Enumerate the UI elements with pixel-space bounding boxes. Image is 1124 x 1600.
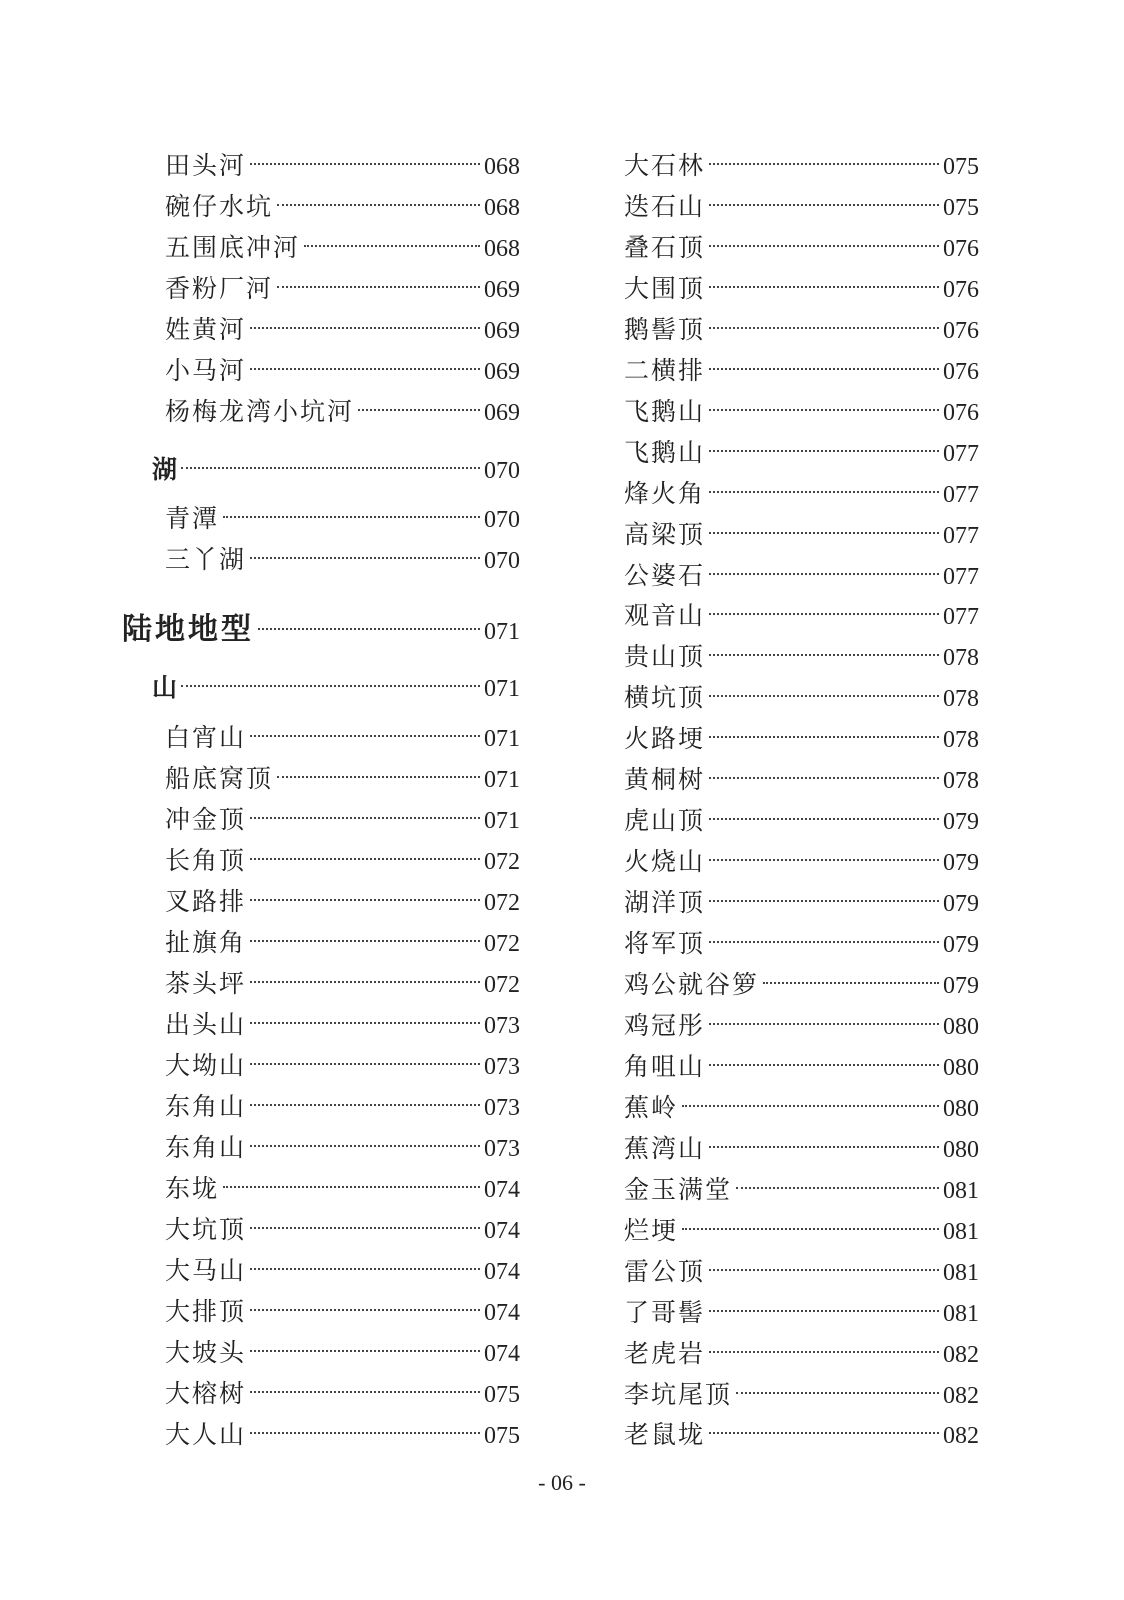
toc-entry-title: 大人山 [165, 1420, 247, 1449]
toc-entry-page: 072 [484, 931, 520, 957]
toc-entry-page: 073 [484, 1136, 520, 1162]
toc-entry[interactable] [165, 1253, 520, 1289]
toc-entry-title: 老虎岩 [624, 1339, 706, 1368]
dot-leader [709, 286, 939, 288]
dot-leader [709, 163, 939, 165]
dot-leader [709, 245, 939, 247]
toc-entry[interactable] [624, 639, 979, 675]
toc-entry-title: 湖洋顶 [624, 888, 706, 917]
toc-entry-title: 黄桐树 [624, 765, 706, 794]
dot-leader [709, 1146, 939, 1148]
toc-entry[interactable] [624, 394, 979, 430]
toc-entry[interactable] [624, 1295, 979, 1331]
toc-entry-title: 东角山 [165, 1133, 247, 1162]
toc-entry-title: 大榕树 [165, 1379, 247, 1408]
toc-entry-page: 072 [484, 972, 520, 998]
toc-entry-title: 横坑顶 [624, 683, 706, 712]
toc-entry-page: 068 [484, 236, 520, 262]
toc-entry-page: 075 [484, 1382, 520, 1408]
toc-entry-page: 073 [484, 1095, 520, 1121]
dot-leader [223, 516, 480, 518]
toc-entry[interactable] [624, 967, 979, 1003]
toc-entry[interactable] [624, 1049, 979, 1085]
toc-entry-title: 青潭 [165, 504, 220, 533]
dot-leader [709, 859, 939, 861]
toc-entry-page: 077 [943, 564, 979, 590]
toc-entry-title: 迭石山 [624, 192, 706, 221]
toc-entry-page: 073 [484, 1054, 520, 1080]
dot-leader [709, 613, 939, 615]
toc-entry-page: 076 [943, 236, 979, 262]
toc-entry[interactable] [624, 476, 979, 512]
toc-entry-title: 茶头坪 [165, 969, 247, 998]
toc-entry-page: 069 [484, 359, 520, 385]
toc-entry[interactable] [624, 1008, 979, 1044]
toc-section[interactable] [122, 612, 520, 648]
dot-leader [709, 1432, 939, 1434]
toc-entry-title: 扯旗角 [165, 928, 247, 957]
toc-entry[interactable] [165, 1089, 520, 1125]
toc-entry[interactable] [165, 1335, 520, 1371]
toc-entry-title: 贵山顶 [624, 642, 706, 671]
dot-leader [736, 1187, 939, 1189]
toc-entry-page: 076 [943, 318, 979, 344]
toc-entry-title: 火烧山 [624, 847, 706, 876]
toc-entry-page: 071 [484, 619, 520, 645]
toc-entry-title: 雷公顶 [624, 1257, 706, 1286]
toc-entry-title: 鸡公就谷箩 [624, 970, 760, 999]
dot-leader [250, 1268, 480, 1270]
toc-entry-title: 大围顶 [624, 274, 706, 303]
toc-entry-page: 078 [943, 768, 979, 794]
dot-leader [709, 368, 939, 370]
dot-leader [709, 532, 939, 534]
toc-entry[interactable] [165, 271, 520, 307]
toc-entry[interactable] [165, 1130, 520, 1166]
toc-entry-page: 079 [943, 850, 979, 876]
dot-leader [709, 491, 939, 493]
dot-leader [181, 685, 480, 687]
toc-entry-page: 073 [484, 1013, 520, 1039]
toc-entry-page: 080 [943, 1137, 979, 1163]
toc-entry-title: 出头山 [165, 1010, 247, 1039]
toc-entry-title: 飞鹅山 [624, 397, 706, 426]
toc-entry-title: 飞鹅山 [624, 438, 706, 467]
toc-entry-title: 香粉厂河 [165, 274, 274, 303]
dot-leader [250, 1145, 480, 1147]
dot-leader [304, 245, 480, 247]
dot-leader [709, 1023, 939, 1025]
dot-leader [250, 858, 480, 860]
toc-entry-page: 081 [943, 1178, 979, 1204]
dot-leader [358, 409, 480, 411]
toc-subsection[interactable] [152, 452, 520, 488]
toc-entry-page: 076 [943, 400, 979, 426]
toc-entry-page: 071 [484, 676, 520, 702]
toc-entry[interactable] [165, 1417, 520, 1453]
dot-leader [277, 286, 480, 288]
toc-entry[interactable] [165, 884, 520, 920]
toc-entry-title: 老鼠垅 [624, 1420, 706, 1449]
toc-entry-page: 075 [943, 154, 979, 180]
toc-entry-page: 077 [943, 604, 979, 630]
dot-leader [250, 557, 480, 559]
toc-entry-page: 077 [943, 441, 979, 467]
toc-entry-page: 080 [943, 1055, 979, 1081]
toc-entry[interactable] [624, 558, 979, 594]
toc-entry-title: 白宵山 [165, 723, 247, 752]
toc-entry-title: 小马河 [165, 356, 247, 385]
dot-leader [250, 1391, 480, 1393]
toc-entry-page: 068 [484, 195, 520, 221]
toc-entry[interactable] [165, 1212, 520, 1248]
toc-entry-title: 角咀山 [624, 1052, 706, 1081]
toc-entry-page: 078 [943, 686, 979, 712]
toc-entry-page: 080 [943, 1014, 979, 1040]
toc-entry-title: 东垅 [165, 1174, 220, 1203]
dot-leader [250, 981, 480, 983]
dot-leader [250, 1350, 480, 1352]
toc-entry[interactable] [165, 189, 520, 225]
dot-leader [223, 1186, 480, 1188]
toc-entry-page: 072 [484, 890, 520, 916]
dot-leader [763, 982, 939, 984]
toc-entry[interactable] [624, 1090, 979, 1126]
toc-entry[interactable] [624, 148, 979, 184]
toc-entry[interactable] [165, 925, 520, 961]
toc-entry-title: 冲金顶 [165, 805, 247, 834]
toc-entry-title: 陆地地型 [122, 612, 254, 647]
toc-entry[interactable] [624, 353, 979, 389]
toc-entry[interactable] [624, 1377, 979, 1413]
toc-entry-title: 碗仔水坑 [165, 192, 274, 221]
toc-entry[interactable] [624, 598, 979, 634]
dot-leader [709, 695, 939, 697]
toc-entry-title: 鸡冠彤 [624, 1011, 706, 1040]
toc-entry[interactable] [165, 148, 520, 184]
toc-entry[interactable] [624, 189, 979, 225]
dot-leader [709, 1310, 939, 1312]
toc-entry-title: 金玉满堂 [624, 1175, 733, 1204]
toc-entry[interactable] [165, 802, 520, 838]
dot-leader [250, 817, 480, 819]
dot-leader [709, 1269, 939, 1271]
toc-entry[interactable] [165, 394, 520, 430]
toc-entry-title: 船底窝顶 [165, 764, 274, 793]
toc-entry[interactable] [165, 843, 520, 879]
dot-leader [736, 1392, 939, 1394]
toc-entry-title: 山 [152, 673, 178, 702]
toc-entry-title: 蕉湾山 [624, 1134, 706, 1163]
toc-entry-page: 071 [484, 767, 520, 793]
toc-entry-title: 虎山顶 [624, 806, 706, 835]
toc-entry-page: 069 [484, 400, 520, 426]
dot-leader [709, 900, 939, 902]
toc-entry-page: 074 [484, 1341, 520, 1367]
toc-entry-title: 大坑顶 [165, 1215, 247, 1244]
dot-leader [250, 735, 480, 737]
dot-leader [277, 776, 480, 778]
toc-entry-title: 叠石顶 [624, 233, 706, 262]
toc-entry-title: 了哥髻 [624, 1298, 706, 1327]
toc-entry-title: 烽火角 [624, 479, 706, 508]
dot-leader [709, 1064, 939, 1066]
toc-entry-page: 078 [943, 727, 979, 753]
dot-leader [709, 450, 939, 452]
dot-leader [709, 818, 939, 820]
toc-entry-title: 高梁顶 [624, 520, 706, 549]
toc-entry[interactable] [165, 1171, 520, 1207]
toc-entry-title: 烂埂 [624, 1216, 679, 1245]
toc-entry-page: 079 [943, 932, 979, 958]
toc-entry-page: 070 [484, 548, 520, 574]
toc-entry-page: 079 [943, 891, 979, 917]
toc-entry-title: 二横排 [624, 356, 706, 385]
toc-entry-title: 观音山 [624, 601, 706, 630]
toc-entry-page: 082 [943, 1423, 979, 1449]
toc-entry-page: 079 [943, 973, 979, 999]
toc-entry-page: 079 [943, 809, 979, 835]
dot-leader [250, 368, 480, 370]
toc-entry-page: 080 [943, 1096, 979, 1122]
toc-entry-page: 075 [484, 1423, 520, 1449]
toc-entry-page: 078 [943, 645, 979, 671]
toc-entry-title: 大马山 [165, 1256, 247, 1285]
dot-leader [277, 204, 480, 206]
toc-entry-page: 076 [943, 359, 979, 385]
dot-leader [709, 573, 939, 575]
toc-entry[interactable] [165, 542, 520, 578]
dot-leader [250, 899, 480, 901]
toc-entry[interactable] [165, 353, 520, 389]
toc-entry-title: 蕉岭 [624, 1093, 679, 1122]
page-number: - 06 - [538, 1470, 586, 1495]
toc-entry[interactable] [624, 1131, 979, 1167]
toc-entry-page: 075 [943, 195, 979, 221]
toc-entry-page: 071 [484, 726, 520, 752]
toc-entry[interactable] [165, 230, 520, 266]
toc-entry-title: 叉路排 [165, 887, 247, 916]
toc-entry-page: 071 [484, 808, 520, 834]
toc-entry[interactable] [624, 803, 979, 839]
toc-entry-title: 五围底冲河 [165, 233, 301, 262]
dot-leader [709, 736, 939, 738]
toc-entry-title: 杨梅龙湾小坑河 [165, 397, 355, 426]
dot-leader [181, 467, 480, 469]
dot-leader [250, 1432, 480, 1434]
dot-leader [709, 204, 939, 206]
dot-leader [250, 1063, 480, 1065]
toc-entry[interactable] [624, 1417, 979, 1453]
toc-entry[interactable] [165, 1007, 520, 1043]
dot-leader [709, 777, 939, 779]
toc-entry[interactable] [624, 680, 979, 716]
dot-leader [709, 1351, 939, 1353]
toc-entry-title: 东角山 [165, 1092, 247, 1121]
toc-entry[interactable] [624, 271, 979, 307]
toc-entry[interactable] [165, 1294, 520, 1330]
dot-leader [709, 941, 939, 943]
toc-entry-title: 李坑尾顶 [624, 1380, 733, 1409]
dot-leader [250, 327, 480, 329]
dot-leader [682, 1228, 939, 1230]
toc-entry[interactable] [165, 501, 520, 537]
toc-entry-page: 082 [943, 1383, 979, 1409]
toc-entry[interactable] [624, 1172, 979, 1208]
toc-entry[interactable] [165, 312, 520, 348]
toc-entry-page: 072 [484, 849, 520, 875]
toc-entry[interactable] [624, 517, 979, 553]
toc-entry-page: 081 [943, 1260, 979, 1286]
toc-entry[interactable] [624, 1213, 979, 1249]
dot-leader [709, 327, 939, 329]
toc-entry-title: 公婆石 [624, 561, 706, 590]
toc-entry-title: 火路埂 [624, 724, 706, 753]
toc-entry-title: 长角顶 [165, 846, 247, 875]
toc-subsection[interactable] [152, 670, 520, 706]
toc-entry[interactable] [165, 720, 520, 756]
toc-entry[interactable] [624, 1336, 979, 1372]
toc-entry-page: 069 [484, 277, 520, 303]
toc-entry-page: 077 [943, 482, 979, 508]
toc-entry[interactable] [624, 762, 979, 798]
dot-leader [250, 940, 480, 942]
toc-entry-title: 大排顶 [165, 1297, 247, 1326]
toc-entry[interactable] [624, 844, 979, 880]
toc-entry-title: 大石林 [624, 151, 706, 180]
toc-entry[interactable] [624, 885, 979, 921]
dot-leader [250, 1227, 480, 1229]
toc-entry[interactable] [165, 966, 520, 1002]
toc-entry-page: 081 [943, 1301, 979, 1327]
dot-leader [709, 654, 939, 656]
toc-entry-page: 074 [484, 1300, 520, 1326]
toc-entry[interactable] [624, 721, 979, 757]
toc-entry-page: 070 [484, 507, 520, 533]
toc-entry-title: 姓黄河 [165, 315, 247, 344]
dot-leader [258, 628, 480, 630]
toc-entry-page: 074 [484, 1177, 520, 1203]
dot-leader [250, 1309, 480, 1311]
dot-leader [250, 1022, 480, 1024]
toc-entry[interactable] [624, 1254, 979, 1290]
toc-entry-title: 鹅髻顶 [624, 315, 706, 344]
toc-entry-page: 076 [943, 277, 979, 303]
dot-leader [250, 163, 480, 165]
toc-entry-page: 074 [484, 1218, 520, 1244]
toc-entry-page: 070 [484, 458, 520, 484]
toc-entry[interactable] [165, 761, 520, 797]
toc-entry-page: 069 [484, 318, 520, 344]
toc-entry-title: 大坳山 [165, 1051, 247, 1080]
toc-entry-title: 大坡头 [165, 1338, 247, 1367]
toc-entry-page: 074 [484, 1259, 520, 1285]
dot-leader [682, 1105, 939, 1107]
toc-entry[interactable] [165, 1048, 520, 1084]
toc-entry[interactable] [624, 926, 979, 962]
toc-entry-title: 将军顶 [624, 929, 706, 958]
toc-entry-page: 068 [484, 154, 520, 180]
toc-entry-page: 081 [943, 1219, 979, 1245]
toc-entry[interactable] [624, 230, 979, 266]
toc-entry-page: 082 [943, 1342, 979, 1368]
toc-entry[interactable] [624, 435, 979, 471]
toc-entry-page: 077 [943, 523, 979, 549]
toc-entry-title: 田头河 [165, 151, 247, 180]
dot-leader [250, 1104, 480, 1106]
toc-entry[interactable] [624, 312, 979, 348]
dot-leader [709, 409, 939, 411]
toc-entry[interactable] [165, 1376, 520, 1412]
toc-entry-title: 三丫湖 [165, 545, 247, 574]
toc-entry-title: 湖 [152, 455, 178, 484]
